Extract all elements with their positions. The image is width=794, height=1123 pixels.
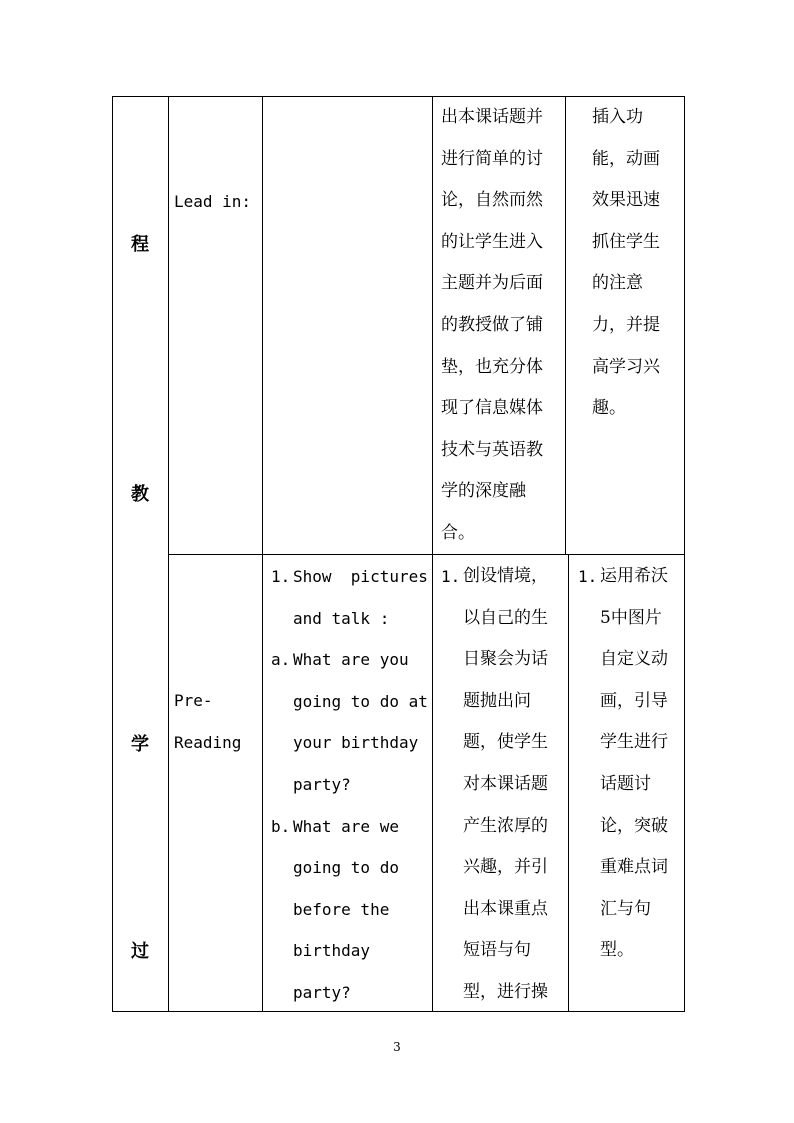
text-line: 效果迅速 [592, 190, 660, 211]
list-item [271, 806, 431, 1014]
text-line: 现了信息媒体 [441, 398, 543, 419]
text-line: 力，并提 [592, 314, 660, 335]
list-item [578, 556, 682, 972]
text-line: 学生进行 [600, 732, 668, 753]
text-line: 能，动画 [592, 148, 660, 169]
activity-cell-pre-reading [271, 556, 431, 1014]
table-right-border [684, 96, 685, 1012]
text-line: 插入功 [592, 107, 643, 127]
text-line: 运用希沃 [600, 566, 668, 586]
text-line: 出本课重点 [463, 898, 548, 919]
text-line: 垫，也充分体 [441, 356, 543, 377]
text-line: before the [293, 899, 390, 919]
text-line: Show pictures [293, 567, 428, 586]
text-line: 高学习兴 [592, 356, 660, 377]
step-pre-reading [174, 680, 241, 763]
list-item [271, 639, 431, 805]
list-marker: 1. [578, 567, 598, 586]
text-line: 主题并为后面 [441, 273, 543, 294]
column-divider-stage [168, 96, 169, 1012]
text-line: What are you [293, 650, 409, 670]
text-line: 趣。 [592, 398, 626, 419]
list-item [271, 556, 431, 639]
text-line: 论，自然而然 [441, 190, 543, 211]
tech-cell-lead-in [592, 97, 682, 430]
text-line: 以自己的生 [463, 607, 548, 628]
column-divider-step [262, 96, 263, 1012]
text-line: 兴趣，并引 [463, 857, 548, 878]
text-line: 汇与句 [600, 898, 651, 919]
text-line: What are we [293, 816, 399, 836]
text-line: 出本课话题并 [441, 107, 543, 127]
text-line: 合。 [441, 522, 475, 543]
stage-char: 程 [131, 234, 149, 255]
list-marker: 1. [271, 567, 291, 586]
list-item [441, 556, 566, 1014]
text-line: 话题讨 [600, 773, 651, 794]
list-marker: b. [271, 816, 291, 836]
stage-char: 过 [131, 941, 149, 962]
text-line: Reading [174, 732, 242, 752]
text-line: 的教授做了铺 [441, 314, 543, 335]
page-number: 3 [393, 1040, 401, 1054]
text-line: birthday [293, 941, 371, 961]
text-line: 对本课话题 [463, 773, 548, 794]
text-line: 学的深度融 [441, 481, 526, 502]
text-line: 5中图片 [600, 607, 662, 628]
text-line: 自定义动 [600, 649, 668, 670]
text-line: party? [293, 774, 351, 794]
text-line: 重难点词 [600, 857, 668, 878]
text-line: 抓住学生 [592, 231, 660, 252]
column-divider-purpose-top [565, 96, 566, 554]
text-line: 创设情境， [463, 566, 548, 586]
text-line: 题抛出问 [463, 690, 531, 711]
stage-char: 学 [131, 734, 149, 755]
text-line: 日聚会为话 [463, 649, 548, 670]
stage-char: 教 [131, 484, 149, 505]
text-line: 短语与句 [463, 940, 531, 961]
text-line: going to do at [293, 691, 428, 711]
text-line: 技术与英语教 [441, 439, 543, 460]
text-line: Pre- [174, 691, 213, 710]
text-line: 型，进行操 [463, 981, 548, 1002]
column-divider-activity [432, 96, 433, 1012]
list-marker: a. [271, 650, 291, 670]
table-row-divider [168, 554, 684, 555]
text-line: 的让学生进入 [441, 231, 543, 252]
text-line: 型。 [600, 940, 634, 961]
step-lead-in: Lead in: [174, 192, 252, 211]
text-line: 论，突破 [600, 815, 668, 836]
purpose-cell-pre-reading [441, 556, 566, 1014]
text-line: party? [293, 982, 351, 1002]
text-line: and talk : [293, 608, 390, 628]
text-line: your birthday [293, 733, 419, 753]
tech-cell-pre-reading [578, 556, 682, 972]
text-line: going to do [293, 858, 399, 878]
text-line: 题，使学生 [463, 732, 548, 753]
text-line: 进行简单的讨 [441, 148, 543, 169]
text-line: 的注意 [592, 273, 643, 294]
text-line: 画，引导 [600, 690, 668, 711]
purpose-cell-lead-in [441, 97, 563, 555]
list-marker: 1. [441, 567, 461, 586]
text-line: 产生浓厚的 [463, 815, 548, 836]
column-divider-purpose-bottom [568, 554, 569, 1012]
